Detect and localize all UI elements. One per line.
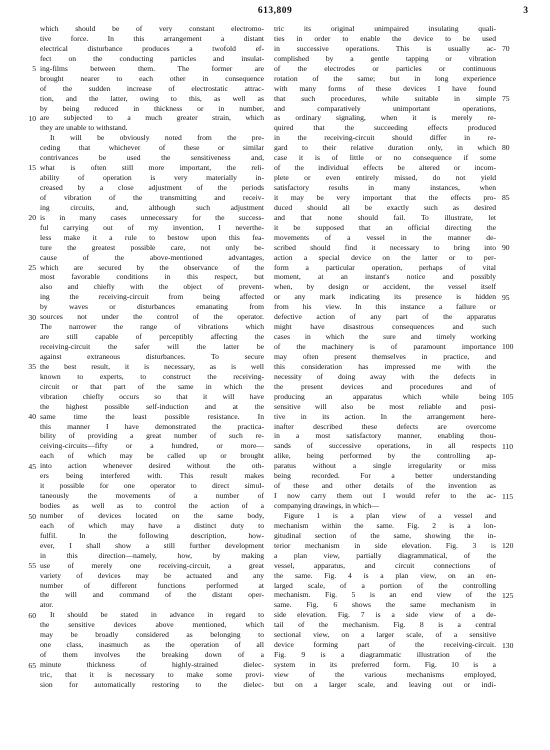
text-line: sensitive will also be most reliable and posi- bbox=[274, 401, 496, 411]
text-line: variety of devices may be actuated and any bbox=[40, 570, 264, 580]
text-line: Fig. 9 is a diagrammatic illustration of the bbox=[274, 650, 496, 660]
text-line: which should be of very constant electromo- bbox=[40, 24, 264, 33]
line-number: 45 bbox=[28, 461, 36, 471]
text-line: being recorded. For a better understanding bbox=[274, 471, 496, 481]
text-line: the sensitive devices above mentioned, which bbox=[40, 620, 264, 630]
text-line: is in many cases unnecessary for the success- bbox=[40, 212, 264, 222]
text-line: side elevation. Fig. 7 is a side view of a de- bbox=[274, 610, 496, 620]
text-line: vibration chiefly occurs so that it will have bbox=[40, 391, 264, 401]
text-line: cases in which the sure and timely working bbox=[274, 332, 496, 342]
text-line: this consideration has impressed me with the bbox=[274, 361, 496, 371]
line-number: 60 bbox=[28, 611, 36, 621]
text-line: they are unable to withstand. bbox=[40, 123, 128, 133]
text-line: number of devices located on the same body, bbox=[40, 510, 264, 520]
text-line: the same. Fig. 4 is a plan view, on an en- bbox=[274, 570, 496, 580]
line-number: 40 bbox=[28, 412, 36, 422]
text-line: I now carry them out I would refer to the ac- bbox=[274, 491, 496, 501]
text-line: same. Fig. 6 shows the same mechanism in bbox=[274, 600, 496, 610]
text-line: are subjected to a much greater strain, which bbox=[40, 113, 264, 123]
text-line: scribed should find it necessary to bring into bbox=[274, 242, 496, 252]
text-line: larged scale, of a portion of the controlling bbox=[274, 580, 496, 590]
text-line: that such procedures, while suitable in simple bbox=[274, 93, 496, 103]
text-line: It should be stated in advance in regard to bbox=[50, 610, 264, 620]
text-line: ers being interfered with. This result makes bbox=[40, 471, 264, 481]
text-line: tion, and the latter, owing to this, as well as bbox=[40, 93, 264, 103]
text-line: and comparatively unimportant operations, bbox=[274, 103, 496, 113]
text-line: electrical disturbance produces a twofold ef- bbox=[40, 43, 264, 53]
page-header bbox=[0, 6, 550, 20]
text-line: of vibration of the transmitting and receiv- bbox=[40, 192, 264, 202]
text-line: also and chiefly with the object of prevent- bbox=[40, 282, 264, 292]
line-number: 85 bbox=[502, 193, 510, 203]
line-number: 30 bbox=[28, 312, 36, 322]
text-line: ability of operation is very materially in- bbox=[40, 173, 264, 183]
text-line: fect on the conducting particles and insulat- bbox=[40, 53, 264, 63]
text-line: might have disastrous consequences and such bbox=[274, 322, 496, 332]
text-line: are still capable of perceptibly affecting the bbox=[40, 332, 264, 342]
text-line: defective action of any part of the apparatus bbox=[274, 312, 496, 322]
line-number: 115 bbox=[502, 491, 514, 501]
text-line: ator. bbox=[40, 600, 54, 610]
text-line: the highest possible self-induction and at the bbox=[40, 401, 264, 411]
text-line: ties in order to enable the device to be used bbox=[274, 33, 496, 43]
text-line: tail of the mechanism. Fig. 8 is a central bbox=[274, 620, 496, 630]
text-line: but on a larger scale, and leaving out or indi- bbox=[274, 679, 496, 689]
text-line: satisfactory results in many instances, when bbox=[274, 183, 496, 192]
text-line: same time the least possible resistance. In bbox=[40, 411, 264, 421]
text-line: quired that the succeeding effects produced bbox=[274, 123, 496, 133]
text-line: from his view. In this instance a failure or bbox=[274, 302, 496, 312]
text-line: gitudinal section of the same, showing the in- bbox=[274, 530, 496, 540]
line-number: 125 bbox=[502, 591, 514, 601]
patent-number: 613,809 bbox=[257, 6, 293, 16]
line-number: 100 bbox=[502, 342, 514, 352]
text-line: producing an apparatus which while being bbox=[274, 391, 496, 401]
text-line: when, by design or accident, the vessel itself bbox=[274, 282, 496, 292]
text-line: of them involves the breaking down of a bbox=[40, 650, 264, 660]
line-number: 50 bbox=[28, 511, 36, 521]
text-line: mechanism within the same. Fig. 2 is a lon- bbox=[274, 520, 496, 530]
text-line: minute thickness of highly-strained dielec- bbox=[40, 660, 264, 669]
line-number: 80 bbox=[502, 143, 510, 153]
text-line: contrivances be used the sensitiveness and, bbox=[40, 153, 264, 163]
text-line: sectional view, on a larger scale, of a sensitive bbox=[274, 630, 496, 640]
text-line: case it is of little or no consequence if some bbox=[274, 153, 496, 163]
text-line: each of which may have a distinct duty to bbox=[40, 520, 264, 530]
text-line: ing the receiving-circuit from being affected bbox=[40, 292, 264, 302]
text-line: Figure 1 is a plan view of a vessel and bbox=[284, 510, 496, 520]
text-line: of the electrodes or particles or continuous bbox=[274, 63, 496, 73]
text-line: complished by a gentle tapping or vibration bbox=[274, 53, 496, 63]
text-line: ing circuits, and, although such adjustment bbox=[40, 202, 264, 212]
text-line: ceding that whichever of these or similar bbox=[40, 143, 264, 153]
text-line: or any mark indicating its presence is hidden bbox=[274, 292, 496, 302]
text-line: most favorable conditions in this respect, but bbox=[40, 272, 264, 282]
text-line: sources not under the control of the operator. bbox=[40, 312, 264, 322]
text-line: in this direction—namely, how, by making bbox=[40, 550, 264, 560]
text-line: ful carrying out of my invention, I neverthe- bbox=[40, 222, 264, 232]
text-line: of the sudden increase of electrostatic attrac- bbox=[40, 83, 264, 93]
line-number: 15 bbox=[28, 163, 36, 173]
text-line: sands of successive operations, in all respects bbox=[274, 441, 496, 451]
text-line: by waves or disturbances emanating from bbox=[40, 302, 264, 312]
text-line: tive force. In this arrangement a distant bbox=[40, 33, 264, 43]
text-line: the will and command of the distant oper- bbox=[40, 590, 264, 600]
page-number: 3 bbox=[523, 6, 528, 16]
text-line: vessel, apparatus, and circuit connections of bbox=[274, 560, 496, 570]
text-line: less make it a rule to bestow upon this fea- bbox=[40, 232, 264, 242]
text-line: paratus without a single irregularity or miss bbox=[274, 461, 496, 471]
text-line: ceiving-circuits—fifty or a hundred, or more— bbox=[40, 441, 264, 451]
line-number: 95 bbox=[502, 292, 510, 302]
text-line: in a most satisfactory manner, enabling thou- bbox=[274, 431, 496, 441]
text-line: mechanism. Fig. 5 is an end view of the bbox=[274, 590, 496, 600]
text-line: It will be obviously noted from the pre- bbox=[50, 133, 264, 143]
text-line: view of the various mechanisms employed, bbox=[274, 669, 496, 679]
line-number: 65 bbox=[28, 660, 36, 670]
text-line: this manner I have demonstrated the practica- bbox=[40, 421, 264, 431]
text-line: it be supposed that an official directing the bbox=[274, 222, 496, 232]
text-line: ture the greatest possible care, not only be- bbox=[40, 242, 264, 252]
text-line: cause of the above-mentioned advantages, bbox=[40, 252, 264, 262]
text-line: what is often still more important, the reli- bbox=[40, 163, 264, 173]
line-number: 10 bbox=[28, 113, 36, 123]
text-line: tric, that it is necessary to make some provi- bbox=[40, 669, 264, 679]
text-line: action a special device on the latter or to per- bbox=[274, 252, 496, 262]
text-line: one class, inasmuch as the operation of all bbox=[40, 640, 264, 650]
line-number: 20 bbox=[28, 213, 36, 223]
text-line: in the receiving-circuit should differ in re- bbox=[274, 133, 496, 143]
text-line: bility of providing a great number of such re- bbox=[40, 431, 264, 441]
text-line: may be broadly considered as belonging to bbox=[40, 630, 264, 640]
text-line: a plan view, partially diagrammatical, of the bbox=[274, 550, 496, 560]
text-line: in successive operations. This is usually ac- bbox=[274, 43, 496, 53]
left-column bbox=[40, 24, 264, 690]
text-line: taneously the movements of a number of bbox=[40, 491, 264, 501]
text-line: creased by a close adjustment of the periods bbox=[40, 183, 264, 192]
right-column bbox=[274, 24, 496, 690]
text-line: bodies as well as to control the action of a bbox=[40, 501, 264, 510]
text-line: companying drawings, in which— bbox=[274, 501, 380, 510]
text-line: duced should all be exactly such as desired bbox=[274, 202, 496, 212]
text-line: use of merely one receiving-circuit, a great bbox=[40, 560, 264, 570]
text-line: brought nearer to each other in consequence bbox=[40, 73, 264, 83]
text-line: may often present themselves in practice, and bbox=[274, 351, 496, 361]
text-line: moment, at an instant's notice and possibly bbox=[274, 272, 496, 282]
text-line: ever, I shall show a still further development bbox=[40, 540, 264, 550]
line-number: 75 bbox=[502, 93, 510, 103]
text-line: number of different functions performed at bbox=[40, 580, 264, 590]
text-line: of these and other details of the invention as bbox=[274, 481, 496, 491]
line-number: 25 bbox=[28, 262, 36, 272]
line-number: 105 bbox=[502, 392, 514, 402]
text-line: and that none should fail. To illustrate, let bbox=[274, 212, 496, 222]
text-line: against extraneous disturbances. To secure bbox=[40, 351, 264, 361]
line-number: 55 bbox=[28, 561, 36, 571]
text-line: form a particular operation, perhaps of vital bbox=[274, 262, 496, 272]
text-line: receiving-circuit the safer will the latter be bbox=[40, 342, 264, 351]
text-line: of the individual effects be altered or incom- bbox=[274, 163, 496, 173]
text-line: by being reduced in thickness or in number, bbox=[40, 103, 264, 113]
text-line: it may be very important that the effects pro- bbox=[274, 192, 496, 202]
line-number: 110 bbox=[502, 441, 514, 451]
text-line: into action whenever desired without the oth- bbox=[40, 461, 264, 471]
text-line: rotation of the same; but in long experience bbox=[274, 73, 496, 83]
text-line: device forming part of the receiving-circuit. bbox=[274, 640, 496, 650]
line-number: 35 bbox=[28, 362, 36, 372]
text-line: movements of a vessel in the manner de- bbox=[274, 232, 496, 242]
text-line: ing-films between them. The former are bbox=[40, 63, 264, 73]
text-line: of the machinery is of paramount importance bbox=[274, 342, 496, 351]
line-number: 70 bbox=[502, 43, 510, 53]
text-line: system in its preferred form. Fig. 10 is a bbox=[274, 660, 496, 669]
text-line: sion for automatically restoring to the dielec- bbox=[40, 679, 264, 689]
line-number: 120 bbox=[502, 541, 514, 551]
text-line: with many forms of these devices I have found bbox=[274, 83, 496, 93]
line-number: 130 bbox=[502, 640, 514, 650]
text-line: tric its original unimpaired insulating quali- bbox=[274, 24, 496, 33]
line-number: 90 bbox=[502, 242, 510, 252]
text-line: circuit or that part of the same in which the bbox=[40, 381, 264, 391]
text-line: plete or even entirely missed, do not yield bbox=[274, 173, 496, 183]
text-line: inafter described these defects are overcome bbox=[274, 421, 496, 431]
text-line: The narrower the range of vibrations which bbox=[40, 322, 264, 332]
text-line: gard to their relative duration only, in which bbox=[274, 143, 496, 153]
text-line: fulfil. In the following description, how- bbox=[40, 530, 264, 540]
text-line: necessity of doing away with the defects in bbox=[274, 371, 496, 381]
line-number: 5 bbox=[32, 63, 36, 73]
text-line: as ordinary signaling, when it is merely re- bbox=[274, 113, 496, 123]
text-line: known to experts, to construct the receiving- bbox=[40, 371, 264, 381]
text-line: tive in its action. In the arrangement here- bbox=[274, 411, 496, 421]
text-line: terior mechanism in side elevation. Fig. 3 is bbox=[274, 540, 496, 550]
text-line: alike, being performed by the controlling ap- bbox=[274, 451, 496, 461]
text-line: it possible for one operator to direct simul- bbox=[40, 481, 264, 491]
text-line: which are secured by the observance of the bbox=[40, 262, 264, 272]
text-line: the present devices and procedures and of bbox=[274, 381, 496, 391]
text-line: each of which may be called up or brought bbox=[40, 451, 264, 461]
text-line: the best result, it is necessary, as is well bbox=[40, 361, 264, 371]
